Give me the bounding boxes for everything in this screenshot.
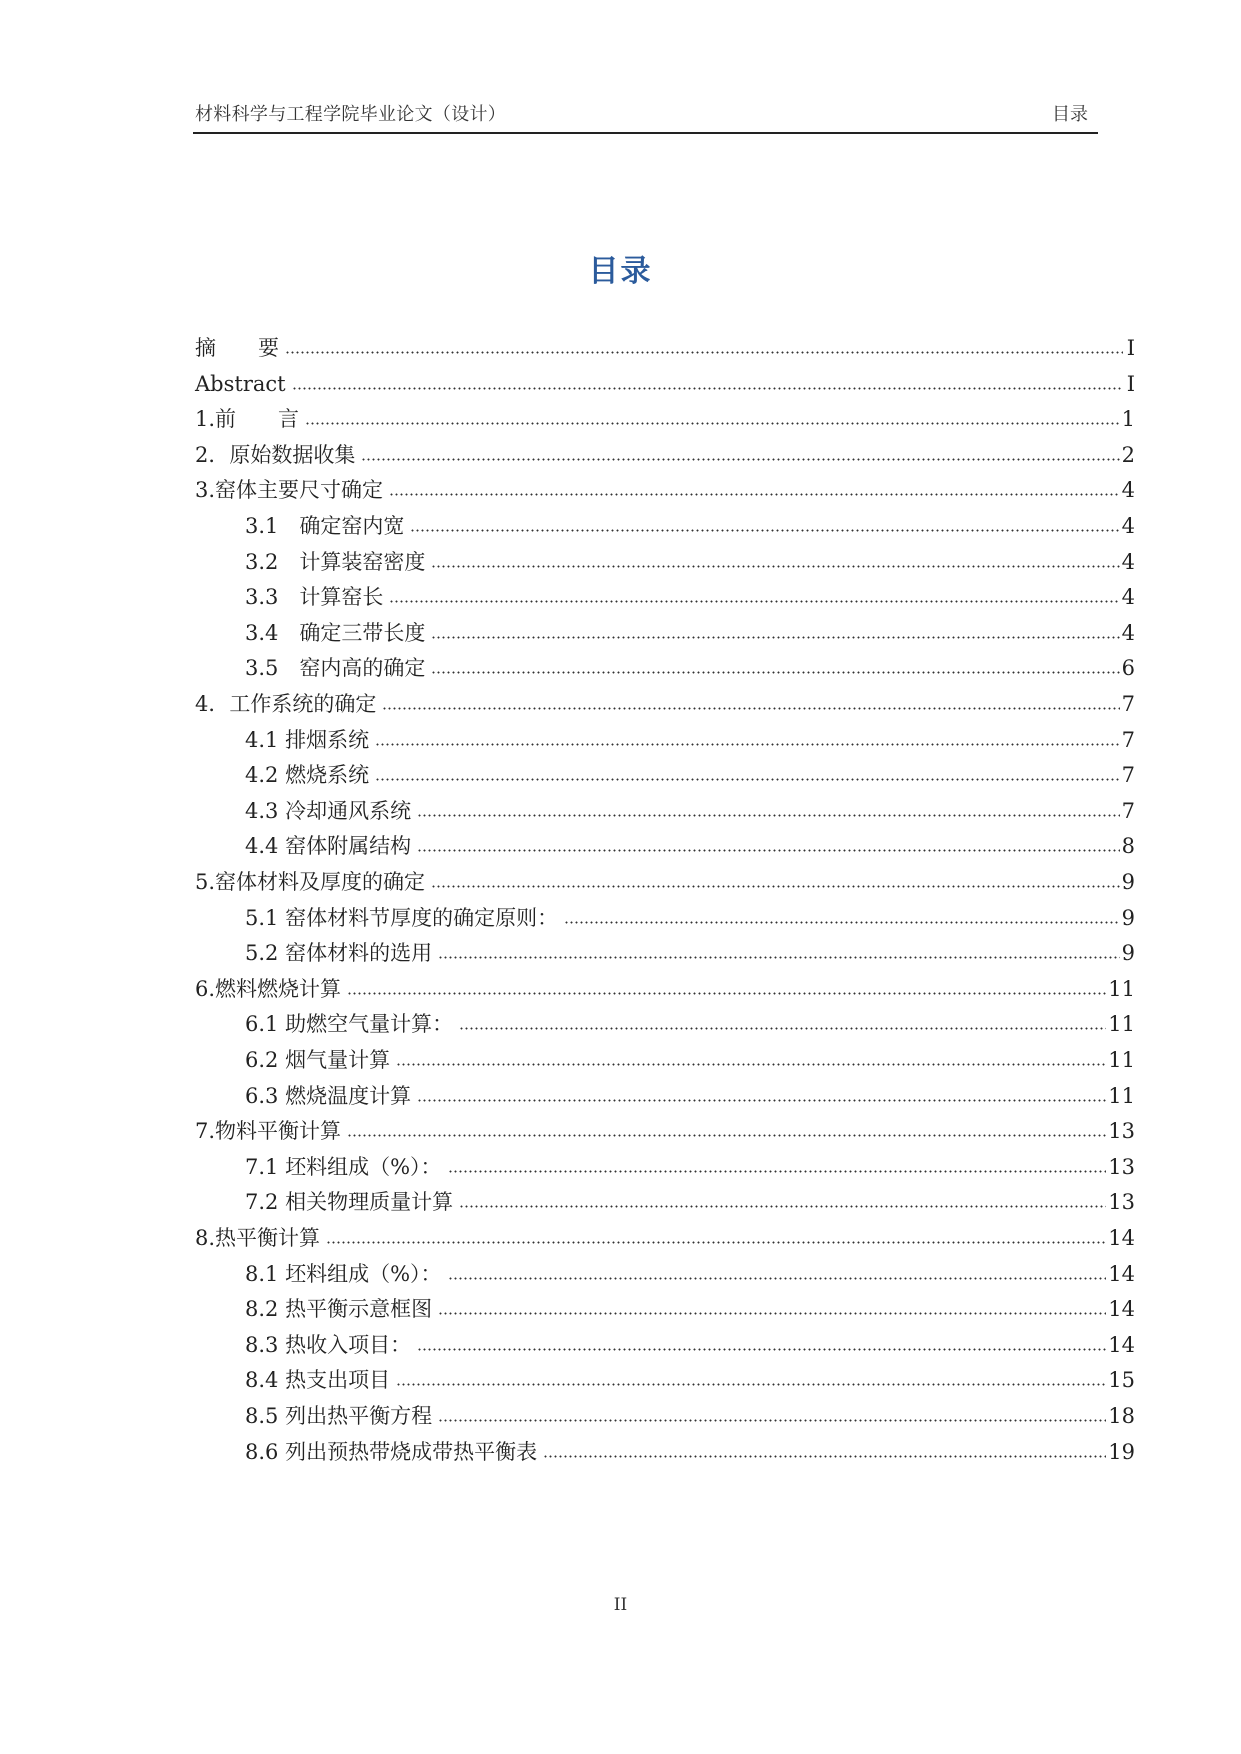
toc-entry-label: 3.1 确定窑内宽 xyxy=(245,514,405,538)
toc-entry-page: 1 xyxy=(1121,407,1135,432)
toc-dot-leader xyxy=(438,1311,1106,1316)
toc-dot-leader xyxy=(326,1240,1106,1245)
toc-dot-leader xyxy=(292,386,1123,391)
toc-entry[interactable] xyxy=(245,793,1135,825)
toc-entry-label: 7.物料平衡计算 xyxy=(195,1119,342,1144)
toc-entry[interactable] xyxy=(245,1149,1135,1181)
toc-entry-page: 11 xyxy=(1108,976,1135,1001)
toc-entry-page: 9 xyxy=(1121,905,1135,930)
toc-entry-label: 摘 要 xyxy=(195,336,279,360)
toc-dot-leader xyxy=(410,528,1119,533)
toc-dot-leader xyxy=(431,635,1119,640)
toc-entry-label: 4.3 冷却通风系统 xyxy=(245,798,412,823)
toc-dot-leader xyxy=(347,991,1106,996)
toc-dot-leader xyxy=(564,920,1120,925)
toc-dot-leader xyxy=(285,350,1123,355)
toc-entry[interactable] xyxy=(195,686,1135,718)
toc-entry-page: 2 xyxy=(1121,442,1135,467)
page-title: 目录 xyxy=(588,254,653,289)
toc-entry-page: 18 xyxy=(1108,1404,1135,1428)
toc-entry-page: 13 xyxy=(1108,1190,1135,1215)
toc-entry-page: 9 xyxy=(1121,870,1135,894)
toc-entry-label: 8.4 热支出项目 xyxy=(245,1368,391,1393)
toc-entry-page: 7 xyxy=(1121,798,1135,823)
toc-dot-leader xyxy=(438,1418,1106,1423)
toc-entry-label: 3.2 计算装窑密度 xyxy=(245,549,426,574)
toc-entry-label: 6.1 助燃空气量计算： xyxy=(245,1012,454,1037)
toc-dot-leader xyxy=(347,1133,1106,1138)
page-header xyxy=(193,96,1098,134)
toc-entry[interactable] xyxy=(245,722,1135,754)
toc-dot-leader xyxy=(389,492,1120,497)
toc-dot-leader xyxy=(417,1347,1106,1352)
toc-entry[interactable] xyxy=(245,615,1135,647)
toc-entry-page: 11 xyxy=(1108,1012,1135,1037)
toc-entry[interactable] xyxy=(195,401,1135,433)
toc-dot-leader xyxy=(375,742,1120,747)
toc-entry-page: 7 xyxy=(1121,763,1135,788)
toc-entry-page: 14 xyxy=(1108,1297,1135,1322)
toc-entry-page: 8 xyxy=(1121,834,1135,859)
toc-entry[interactable] xyxy=(195,472,1135,504)
toc-entry-label: 3.4 确定三带长度 xyxy=(245,620,426,645)
toc-dot-leader xyxy=(389,599,1119,604)
toc-entry[interactable] xyxy=(245,1042,1135,1074)
toc-entry-label: 6.燃料燃烧计算 xyxy=(195,976,342,1001)
toc-entry[interactable] xyxy=(245,650,1135,682)
toc-entry[interactable] xyxy=(245,1398,1135,1430)
toc-dot-leader xyxy=(459,1204,1106,1209)
toc-entry-page: 14 xyxy=(1108,1226,1135,1250)
toc-entry[interactable] xyxy=(245,828,1135,860)
toc-dot-leader xyxy=(417,1098,1106,1103)
toc-entry-label: 8.6 列出预热带烧成带热平衡表 xyxy=(245,1439,538,1464)
toc-entry[interactable] xyxy=(245,1362,1135,1394)
toc-entry[interactable] xyxy=(245,508,1135,540)
toc-dot-leader xyxy=(417,848,1120,853)
toc-dot-leader xyxy=(438,955,1120,960)
toc-dot-leader xyxy=(382,706,1119,711)
toc-dot-leader xyxy=(417,813,1120,818)
toc-entry-label: 2．原始数据收集 xyxy=(195,442,356,467)
toc-entry-label: 4.4 窑体附属结构 xyxy=(245,834,412,859)
toc-entry-page: 14 xyxy=(1108,1332,1135,1357)
toc-entry-page: I xyxy=(1126,371,1135,396)
toc-dot-leader xyxy=(448,1276,1107,1281)
toc-entry-label: 6.3 燃烧温度计算 xyxy=(245,1083,412,1108)
toc-dot-leader xyxy=(459,1026,1106,1031)
toc-entry-label: 5.1 窑体材料节厚度的确定原则： xyxy=(245,905,559,930)
toc-entry-label: 3.窑体主要尺寸确定 xyxy=(195,478,384,503)
toc-dot-leader xyxy=(431,564,1119,569)
toc-entry[interactable] xyxy=(245,544,1135,576)
page-number: II xyxy=(613,1595,628,1615)
toc-entry-label: 8.2 热平衡示意框图 xyxy=(245,1297,433,1322)
toc-entry[interactable] xyxy=(195,330,1135,362)
toc-entry-page: 7 xyxy=(1121,727,1135,752)
toc-dot-leader xyxy=(431,670,1119,675)
toc-entry[interactable] xyxy=(245,579,1135,611)
toc-entry-label: 8.1 坯料组成（%）： xyxy=(245,1261,442,1286)
toc-entry-label: 3.5 窑内高的确定 xyxy=(245,656,426,681)
toc-entry-label: 8.热平衡计算 xyxy=(195,1226,321,1250)
toc-entry[interactable] xyxy=(195,1113,1135,1145)
toc-entry[interactable] xyxy=(245,757,1135,789)
toc-entry[interactable] xyxy=(245,1184,1135,1216)
toc-entry-label: 7.1 坯料组成（%）： xyxy=(245,1154,442,1179)
toc-entry-label: 8.5 列出热平衡方程 xyxy=(245,1404,433,1428)
toc-entry-page: 19 xyxy=(1108,1439,1135,1464)
toc-entry[interactable] xyxy=(245,900,1135,932)
toc-entry[interactable] xyxy=(195,437,1135,469)
header-thesis-title: 材料科学与工程学院毕业论文（设计） xyxy=(195,104,507,125)
toc-entry-page: 4 xyxy=(1121,514,1135,538)
toc-entry[interactable] xyxy=(195,971,1135,1003)
toc-dot-leader xyxy=(448,1169,1107,1174)
toc-entry-label: 4.1 排烟系统 xyxy=(245,727,370,752)
toc-entry-page: 4 xyxy=(1121,549,1135,574)
toc-entry-label: 5.2 窑体材料的选用 xyxy=(245,941,433,966)
toc-entry-label: 1.前 言 xyxy=(195,407,300,432)
toc-entry[interactable] xyxy=(245,1078,1135,1110)
toc-entry-label: 7.2 相关物理质量计算 xyxy=(245,1190,454,1215)
toc-entry-page: 4 xyxy=(1121,585,1135,610)
toc-entry[interactable] xyxy=(245,1327,1135,1359)
toc-dot-leader xyxy=(361,457,1119,462)
toc-entry-label: 5.窑体材料及厚度的确定 xyxy=(195,870,426,894)
toc-entry-page: 14 xyxy=(1108,1261,1135,1286)
toc-entry-page: 7 xyxy=(1121,692,1135,716)
toc-dot-leader xyxy=(543,1454,1106,1459)
toc-entry-label: Abstract xyxy=(195,371,286,396)
toc-entry[interactable] xyxy=(245,1256,1135,1288)
toc-entry-page: 4 xyxy=(1121,478,1135,503)
toc-entry-page: 11 xyxy=(1108,1083,1135,1108)
toc-entry-page: 11 xyxy=(1108,1048,1135,1072)
toc-entry[interactable] xyxy=(195,1220,1135,1252)
toc-dot-leader xyxy=(431,884,1120,889)
toc-entry-page: 6 xyxy=(1121,656,1135,681)
toc-entry[interactable] xyxy=(245,935,1135,967)
toc-entry[interactable] xyxy=(195,864,1135,896)
toc-dot-leader xyxy=(396,1062,1106,1067)
toc-dot-leader xyxy=(396,1382,1106,1387)
toc-entry-page: 13 xyxy=(1108,1154,1135,1179)
toc-entry[interactable] xyxy=(195,366,1135,398)
toc-entry-label: 3.3 计算窑长 xyxy=(245,585,384,610)
toc-entry-label: 4．工作系统的确定 xyxy=(195,692,377,716)
toc-entry[interactable] xyxy=(245,1291,1135,1323)
toc-entry[interactable] xyxy=(245,1006,1135,1038)
header-section-name: 目录 xyxy=(1052,104,1088,125)
toc-dot-leader xyxy=(375,777,1120,782)
toc-entry-page: 9 xyxy=(1121,941,1135,966)
toc-entry-label: 8.3 热收入项目： xyxy=(245,1332,412,1357)
toc-entry-page: 4 xyxy=(1121,620,1135,645)
toc-entry-page: I xyxy=(1126,336,1135,360)
toc-entry-page: 13 xyxy=(1108,1119,1135,1144)
toc-entry-label: 6.2 烟气量计算 xyxy=(245,1048,391,1072)
toc-entry-page: 15 xyxy=(1108,1368,1135,1393)
toc-entry-label: 4.2 燃烧系统 xyxy=(245,763,370,788)
toc-entry[interactable] xyxy=(245,1434,1135,1466)
toc-dot-leader xyxy=(305,421,1120,426)
